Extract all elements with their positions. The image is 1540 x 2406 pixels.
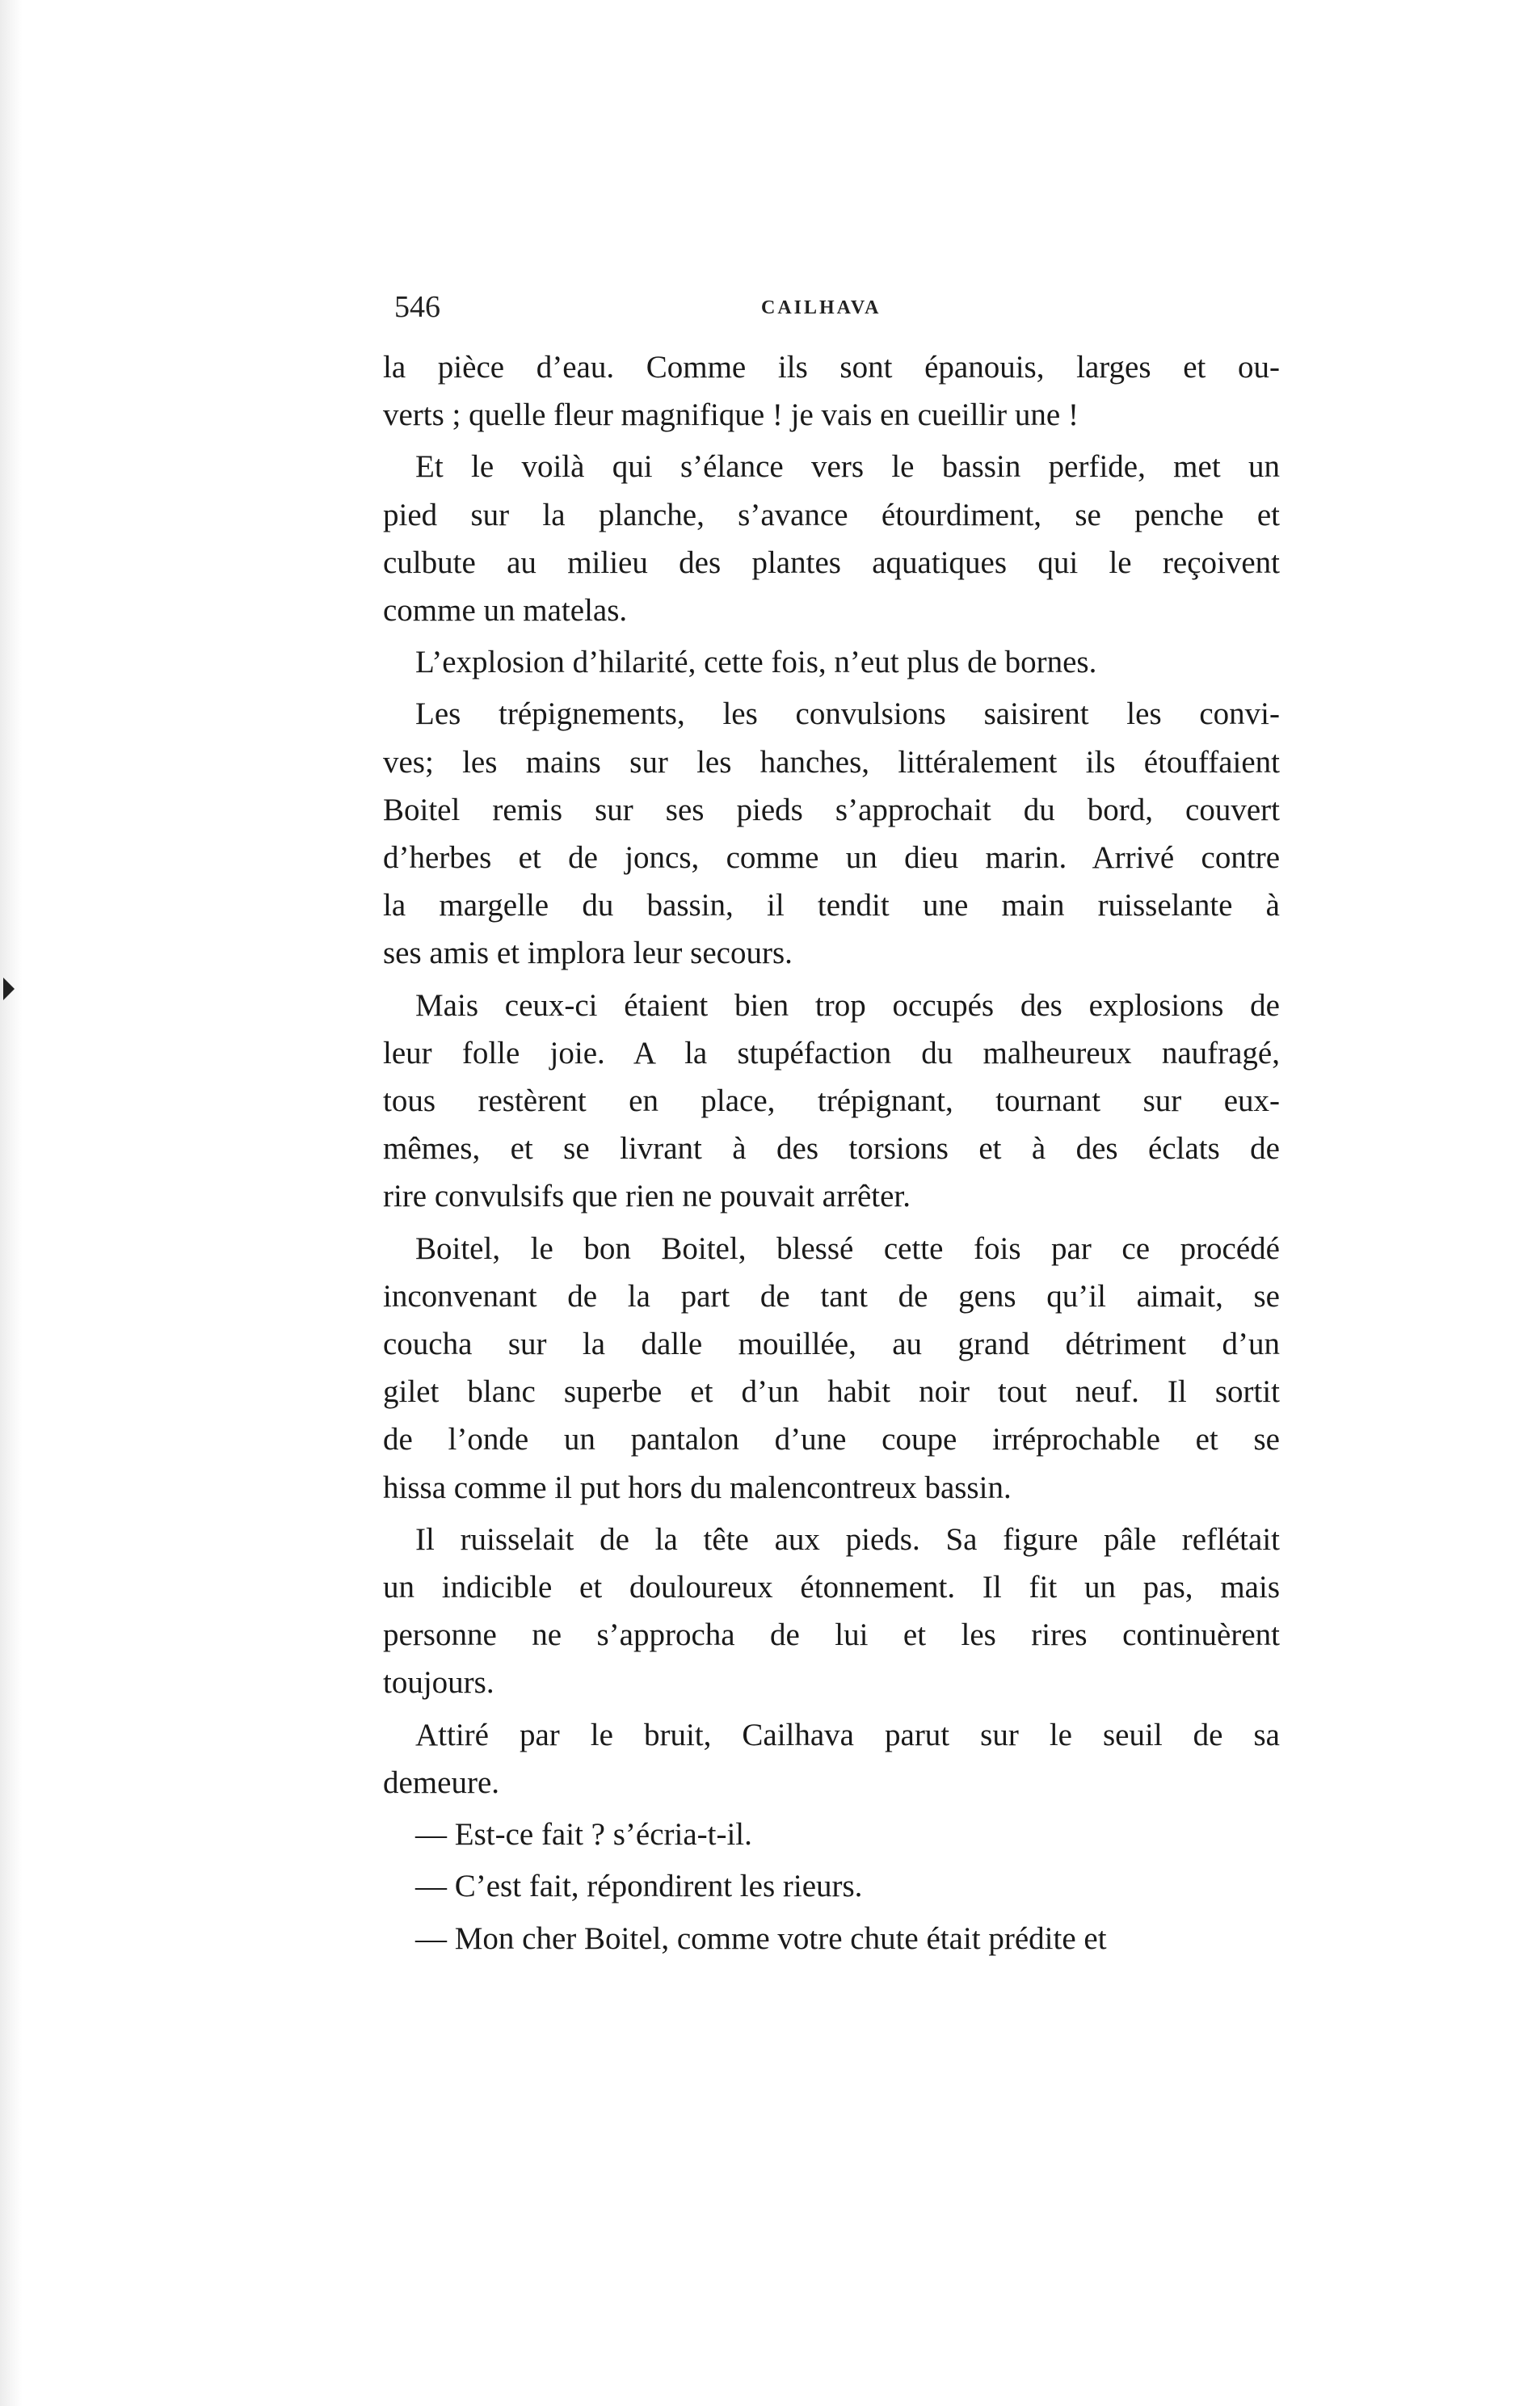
text-line: ves; les mains sur les hanches, littéralement ils étouffaient: [383, 744, 1280, 780]
text-line: Et le voilà qui s’élance vers le bassin perfide, met un: [415, 449, 1280, 485]
paragraph: [383, 1516, 1280, 1707]
text-line: pied sur la planche, s’avance étourdiment, se penche et: [383, 497, 1280, 532]
text-line: Boitel, le bon Boitel, blessé cette fois par ce procédé: [415, 1230, 1280, 1266]
text-line: rire convulsifs que rien ne pouvait arrêter.: [383, 1179, 911, 1214]
text-line: — Mon cher Boitel, comme votre chute était prédite et: [415, 1920, 1107, 1956]
body-text: [383, 343, 1280, 1966]
dialogue-line: [383, 1915, 1280, 1962]
text-line: Attiré par le bruit, Cailhava parut sur le seuil de sa: [415, 1717, 1280, 1752]
text-line: — C’est fait, répondirent les rieurs.: [415, 1869, 863, 1904]
text-line: ses amis et implora leur secours.: [383, 936, 793, 971]
paragraph: [383, 443, 1280, 634]
paragraph: [383, 982, 1280, 1221]
text-line: inconvenant de la part de tant de gens qu’il aimait, se: [383, 1278, 1280, 1314]
text-line: tous restèrent en place, trépignant, tournant sur eux-: [383, 1083, 1280, 1119]
paragraph: [383, 690, 1280, 977]
text-line: hissa comme il put hors du malencontreux bassin.: [383, 1470, 1012, 1505]
page-number: 546: [394, 290, 440, 324]
paragraph: [383, 1711, 1280, 1807]
text-line: demeure.: [383, 1765, 500, 1800]
text-line: mêmes, et se livrant à des torsions et à des éclats de: [383, 1131, 1280, 1167]
text-line: Les trépignements, les convulsions saisirent les convi-: [415, 696, 1280, 732]
text-line: d’herbes et de joncs, comme un dieu marin. Arrivé contre: [383, 840, 1280, 876]
page-header: [386, 289, 1278, 330]
text-line: Il ruisselait de la tête aux pieds. Sa figure pâle reflétait: [415, 1521, 1280, 1557]
text-line: Boitel remis sur ses pieds s’approchait du bord, couvert: [383, 792, 1280, 827]
gutter-mark: [3, 978, 15, 1000]
text-line: de l’onde un pantalon d’une coupe irréprochable et se: [383, 1422, 1280, 1457]
text-line: un indicible et douloureux étonnement. Il fit un pas, mais: [383, 1570, 1280, 1605]
text-line: L’explosion d’hilarité, cette fois, n’eut plus de bornes.: [415, 645, 1097, 680]
binding-gutter: [0, 0, 23, 2406]
text-line: toujours.: [383, 1665, 494, 1701]
text-line: la pièce d’eau. Comme ils sont épanouis, larges et ou-: [383, 350, 1280, 385]
text-line: leur folle joie. A la stupéfaction du malheureux naufragé,: [383, 1035, 1280, 1071]
dialogue-line: [383, 1811, 1280, 1858]
paragraph: [383, 1225, 1280, 1512]
text-line: Mais ceux-ci étaient bien trop occupés des explosions de: [415, 987, 1280, 1023]
paragraph: [383, 638, 1280, 686]
text-line: — Est-ce fait ? s’écria-t-il.: [415, 1817, 752, 1853]
text-line: comme un matelas.: [383, 593, 628, 629]
paragraph: [383, 343, 1280, 439]
text-line: la margelle du bassin, il tendit une main ruisselante à: [383, 888, 1280, 923]
running-head: CAILHAVA: [761, 297, 882, 318]
dialogue-line: [383, 1862, 1280, 1910]
text-line: verts ; quelle fleur magnifique ! je vais en cueillir une !: [383, 397, 1079, 433]
text-line: personne ne s’approcha de lui et les rires continuèrent: [383, 1617, 1280, 1653]
text-line: coucha sur la dalle mouillée, au grand détriment d’un: [383, 1327, 1280, 1362]
text-line: gilet blanc superbe et d’un habit noir tout neuf. Il sortit: [383, 1374, 1280, 1410]
text-line: culbute au milieu des plantes aquatiques qui le reçoivent: [383, 545, 1280, 580]
